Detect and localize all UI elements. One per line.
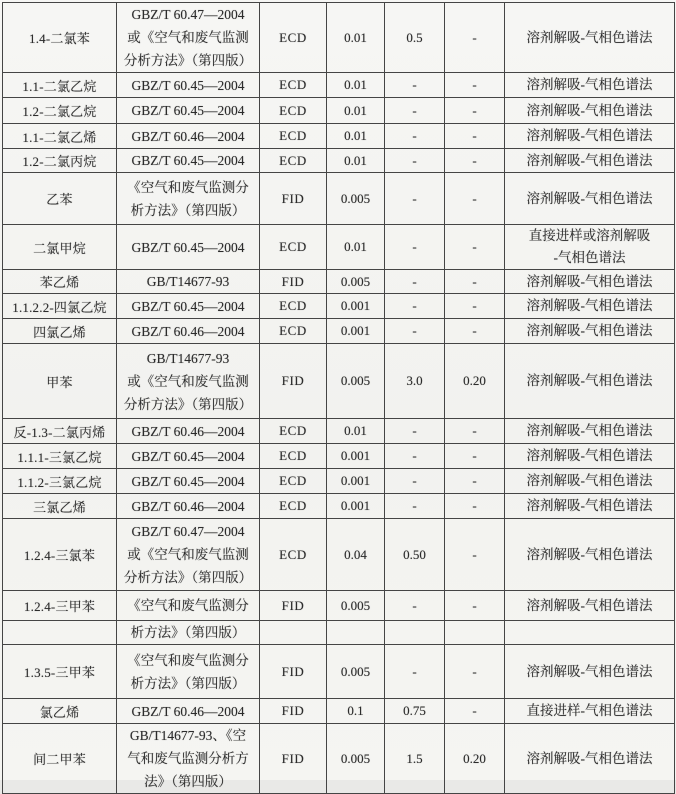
cell-detection-limit: 0.01 [327, 419, 385, 444]
cell-limit-value-1: - [385, 294, 445, 319]
cell-limit-value-1: 1.5 [385, 724, 445, 794]
cell-text-line: 分析方法》（第四版） [123, 396, 253, 412]
cell-limit-value-2: - [445, 173, 505, 225]
cell-limit-value-2: - [445, 270, 505, 294]
cell-text-line: GBZ/T 60.45—2004 [131, 473, 245, 489]
cell-text-line: 溶剂解吸-气相色谱法 [526, 750, 653, 766]
cell-limit-value-2: - [445, 149, 505, 173]
cell-analysis-method [505, 444, 675, 469]
cell-limit-value-2: - [445, 319, 505, 344]
cell-analysis-method [505, 469, 675, 494]
cell-standard-reference [117, 98, 260, 124]
cell-analysis-method [505, 724, 675, 794]
table-row [3, 319, 675, 344]
cell-limit-value-1: - [385, 419, 445, 444]
cell-detection-limit: 0.005 [327, 173, 385, 225]
cell-limit-value-2: - [445, 225, 505, 270]
cell-chemical-name: 氯乙烯 [3, 699, 117, 724]
cell-standard-reference [117, 591, 260, 621]
cell-chemical-name: 1.2.4-三氯苯 [3, 519, 117, 591]
cell-analysis-method [505, 294, 675, 319]
cell-limit-value-1: 0.75 [385, 699, 445, 724]
cell-chemical-name: 1.2.4-三甲苯 [3, 591, 117, 621]
cell-text-line: 分析方法》（第四版） [123, 570, 253, 585]
table-row [3, 494, 675, 519]
cell-limit-value-1: - [385, 469, 445, 494]
cell-limit-value-2 [445, 621, 505, 645]
cell-text-line: 析方法》（第四版） [130, 202, 246, 218]
cell-text-line: 溶剂解吸-气相色谱法 [526, 323, 653, 338]
cell-analysis-method [505, 621, 675, 645]
cell-limit-value-2: - [445, 294, 505, 319]
table-row [3, 645, 675, 699]
cell-text-line: GB/T14677-93 [146, 274, 230, 289]
cell-detection-limit: 0.005 [327, 344, 385, 419]
cell-chemical-name: 1.1.2.2-四氯乙烷 [3, 294, 117, 319]
table-row [3, 344, 675, 419]
cell-text-line: GBZ/T 60.45—2004 [131, 239, 245, 255]
cell-standard-reference [117, 344, 260, 419]
cell-text-line: 溶剂解吸-气相色谱法 [526, 77, 653, 92]
cell-analysis-method [505, 3, 675, 73]
cell-text-line: 溶剂解吸-气相色谱法 [526, 190, 653, 206]
table-row [3, 724, 675, 794]
table-row [3, 73, 675, 98]
cell-analysis-method [505, 225, 675, 270]
cell-standard-reference [117, 444, 260, 469]
cell-detector-type: ECD [260, 3, 327, 73]
cell-detection-limit: 0.001 [327, 294, 385, 319]
cell-standard-reference [117, 270, 260, 294]
cell-text-line: GBZ/T 60.46—2004 [131, 323, 245, 339]
cell-text-line: 气和废气监测分析方 [127, 751, 249, 766]
cell-detector-type: FID [260, 173, 327, 225]
cell-text-line: 《空气和废气监测分 [127, 598, 249, 613]
cell-text-line: 溶剂解吸-气相色谱法 [526, 546, 653, 562]
cell-limit-value-1: - [385, 124, 445, 149]
cell-text-line: 溶剂解吸-气相色谱法 [526, 29, 653, 45]
cell-text-line: 《空气和废气监测分 [127, 179, 249, 195]
cell-analysis-method [505, 149, 675, 173]
cell-text-line: 溶剂解吸-气相色谱法 [526, 373, 653, 388]
cell-limit-value-1: - [385, 319, 445, 344]
cell-analysis-method [505, 699, 675, 724]
cell-chemical-name: 反-1.3-二氯丙烯 [3, 419, 117, 444]
cell-standard-reference [117, 469, 260, 494]
analysis-methods-table [2, 2, 675, 794]
cell-detection-limit: 0.001 [327, 469, 385, 494]
cell-chemical-name: 1.1-二氯乙烯 [3, 124, 117, 149]
cell-detection-limit: 0.01 [327, 124, 385, 149]
cell-limit-value-2: - [445, 494, 505, 519]
cell-analysis-method [505, 173, 675, 225]
cell-text-line: 直接进样-气相色谱法 [526, 703, 653, 718]
cell-analysis-method [505, 419, 675, 444]
cell-detector-type: FID [260, 270, 327, 294]
cell-text-line: 溶剂解吸-气相色谱法 [526, 128, 653, 143]
cell-detector-type: FID [260, 724, 327, 794]
cell-chemical-name: 四氯乙烯 [3, 319, 117, 344]
cell-detection-limit: 0.1 [327, 699, 385, 724]
cell-standard-reference [117, 149, 260, 173]
cell-limit-value-1: - [385, 444, 445, 469]
cell-detection-limit: 0.005 [327, 645, 385, 699]
cell-detection-limit: 0.001 [327, 444, 385, 469]
table-row [3, 591, 675, 621]
cell-detection-limit: 0.01 [327, 3, 385, 73]
cell-text-line: 溶剂解吸-气相色谱法 [526, 423, 653, 438]
cell-limit-value-1: 0.50 [385, 519, 445, 591]
cell-detector-type: ECD [260, 494, 327, 519]
cell-text-line: GBZ/T 60.46—2004 [131, 128, 245, 144]
cell-text-line: 溶剂解吸-气相色谱法 [526, 273, 653, 289]
cell-standard-reference [117, 645, 260, 699]
cell-limit-value-2: - [445, 645, 505, 699]
cell-standard-reference [117, 419, 260, 444]
cell-text-line: GBZ/T 60.47—2004 [131, 524, 245, 539]
cell-limit-value-2: - [445, 444, 505, 469]
cell-chemical-name: 1.1-二氯乙烷 [3, 73, 117, 98]
cell-analysis-method [505, 98, 675, 124]
cell-text-line: 溶剂解吸-气相色谱法 [526, 102, 653, 118]
cell-limit-value-2: - [445, 469, 505, 494]
cell-detector-type: FID [260, 645, 327, 699]
cell-detector-type: FID [260, 344, 327, 419]
cell-standard-reference [117, 699, 260, 724]
cell-chemical-name: 三氯乙烯 [3, 494, 117, 519]
table-row [3, 149, 675, 173]
table-row [3, 444, 675, 469]
cell-text-line: 溶剂解吸-气相色谱法 [526, 473, 653, 488]
cell-analysis-method [505, 344, 675, 419]
cell-detection-limit: 0.01 [327, 225, 385, 270]
table-row [3, 519, 675, 591]
cell-limit-value-1: 3.0 [385, 344, 445, 419]
cell-chemical-name: 1.3.5-三甲苯 [3, 645, 117, 699]
cell-chemical-name: 1.2-二氯乙烷 [3, 98, 117, 124]
cell-limit-value-2: - [445, 519, 505, 591]
cell-standard-reference [117, 621, 260, 645]
table-body [3, 3, 675, 794]
table-row [3, 419, 675, 444]
cell-limit-value-2: - [445, 699, 505, 724]
cell-chemical-name: 1.4-二氯苯 [3, 3, 117, 73]
cell-detection-limit: 0.001 [327, 494, 385, 519]
cell-text-line: GBZ/T 60.45—2004 [131, 298, 245, 314]
cell-text-line: -气相色谱法 [553, 250, 626, 265]
table-row [3, 270, 675, 294]
cell-detector-type [260, 621, 327, 645]
cell-text-line: 或《空气和废气监测 [127, 373, 249, 389]
cell-analysis-method [505, 124, 675, 149]
cell-standard-reference [117, 294, 260, 319]
cell-chemical-name: 1.1.2-三氯乙烷 [3, 469, 117, 494]
cell-analysis-method [505, 645, 675, 699]
cell-limit-value-2: - [445, 591, 505, 621]
table-row [3, 124, 675, 149]
cell-detection-limit: 0.005 [327, 591, 385, 621]
cell-standard-reference [117, 3, 260, 73]
cell-chemical-name: 乙苯 [3, 173, 117, 225]
cell-detector-type: ECD [260, 444, 327, 469]
cell-chemical-name: 间二甲苯 [3, 724, 117, 794]
cell-limit-value-2: - [445, 3, 505, 73]
cell-detector-type: ECD [260, 294, 327, 319]
cell-standard-reference [117, 519, 260, 591]
cell-text-line: 溶剂解吸-气相色谱法 [526, 597, 653, 613]
cell-detection-limit: 0.001 [327, 319, 385, 344]
cell-limit-value-2: - [445, 98, 505, 124]
cell-detection-limit [327, 621, 385, 645]
cell-detector-type: ECD [260, 225, 327, 270]
table-row [3, 469, 675, 494]
cell-standard-reference [117, 225, 260, 270]
cell-text-line: GBZ/T 60.45—2004 [131, 103, 245, 118]
cell-text-line: GBZ/T 60.45—2004 [131, 77, 245, 93]
cell-text-line: GB/T14677-93 [146, 350, 230, 366]
cell-limit-value-1: - [385, 494, 445, 519]
cell-text-line: 溶剂解吸-气相色谱法 [526, 498, 653, 513]
cell-text-line: GBZ/T 60.47—2004 [131, 7, 245, 22]
cell-analysis-method [505, 73, 675, 98]
cell-detector-type: ECD [260, 124, 327, 149]
cell-text-line: 析方法》（第四版） [130, 625, 246, 640]
cell-limit-value-2: - [445, 124, 505, 149]
cell-standard-reference [117, 494, 260, 519]
cell-detector-type: ECD [260, 419, 327, 444]
cell-text-line: 或《空气和废气监测 [127, 30, 249, 45]
cell-text-line: GB/T14677-93、《空 [129, 728, 247, 743]
cell-detection-limit: 0.01 [327, 73, 385, 98]
cell-text-line: GBZ/T 60.45—2004 [131, 448, 245, 464]
cell-standard-reference [117, 724, 260, 794]
cell-chemical-name: 甲苯 [3, 344, 117, 419]
cell-text-line: GBZ/T 60.45—2004 [131, 153, 245, 168]
cell-detector-type: ECD [260, 73, 327, 98]
cell-limit-value-1: - [385, 645, 445, 699]
cell-limit-value-2: - [445, 73, 505, 98]
table-row [3, 3, 675, 73]
cell-chemical-name [3, 621, 117, 645]
cell-limit-value-1: - [385, 149, 445, 173]
cell-text-line: 分析方法》（第四版） [123, 53, 253, 68]
cell-limit-value-1: 0.5 [385, 3, 445, 73]
cell-detector-type: ECD [260, 469, 327, 494]
cell-analysis-method [505, 319, 675, 344]
cell-text-line: GBZ/T 60.46—2004 [131, 703, 245, 719]
cell-text-line: 溶剂解吸-气相色谱法 [526, 448, 653, 463]
cell-limit-value-1: - [385, 73, 445, 98]
cell-detection-limit: 0.01 [327, 149, 385, 173]
cell-text-line: 直接进样或溶剂解吸 [528, 228, 651, 243]
cell-text-line: GBZ/T 60.46—2004 [131, 423, 245, 439]
table-row [3, 621, 675, 645]
cell-detector-type: ECD [260, 98, 327, 124]
cell-detection-limit: 0.04 [327, 519, 385, 591]
cell-text-line: GBZ/T 60.46—2004 [131, 498, 245, 514]
cell-analysis-method [505, 494, 675, 519]
cell-limit-value-1: - [385, 270, 445, 294]
cell-detector-type: FID [260, 591, 327, 621]
cell-detection-limit: 0.005 [327, 270, 385, 294]
cell-analysis-method [505, 591, 675, 621]
cell-chemical-name: 二氯甲烷 [3, 225, 117, 270]
cell-detector-type: ECD [260, 319, 327, 344]
cell-text-line: 溶剂解吸-气相色谱法 [526, 152, 653, 168]
cell-analysis-method [505, 270, 675, 294]
table-row [3, 98, 675, 124]
table-row [3, 173, 675, 225]
cell-text-line: 溶剂解吸-气相色谱法 [526, 663, 653, 679]
cell-limit-value-2: - [445, 419, 505, 444]
cell-text-line: 溶剂解吸-气相色谱法 [526, 298, 653, 313]
cell-text-line: 或《空气和废气监测 [127, 547, 249, 562]
cell-detector-type: FID [260, 699, 327, 724]
cell-text-line: 法》（第四版） [144, 774, 232, 789]
cell-standard-reference [117, 124, 260, 149]
cell-limit-value-2: 0.20 [445, 724, 505, 794]
table-row [3, 225, 675, 270]
cell-analysis-method [505, 519, 675, 591]
cell-chemical-name: 1.1.1-三氯乙烷 [3, 444, 117, 469]
table-row [3, 699, 675, 724]
cell-limit-value-1 [385, 621, 445, 645]
cell-standard-reference [117, 319, 260, 344]
cell-chemical-name: 1.2-二氯丙烷 [3, 149, 117, 173]
cell-limit-value-1: - [385, 225, 445, 270]
cell-standard-reference [117, 173, 260, 225]
cell-detector-type: ECD [260, 149, 327, 173]
cell-text-line: 析方法》（第四版） [130, 675, 246, 691]
cell-standard-reference [117, 73, 260, 98]
cell-limit-value-1: - [385, 98, 445, 124]
cell-limit-value-1: - [385, 173, 445, 225]
cell-text-line: 《空气和废气监测分 [127, 652, 249, 668]
cell-chemical-name: 苯乙烯 [3, 270, 117, 294]
cell-limit-value-1: - [385, 591, 445, 621]
cell-detector-type: ECD [260, 519, 327, 591]
cell-detection-limit: 0.005 [327, 724, 385, 794]
cell-detection-limit: 0.01 [327, 98, 385, 124]
table-row [3, 294, 675, 319]
cell-limit-value-2: 0.20 [445, 344, 505, 419]
